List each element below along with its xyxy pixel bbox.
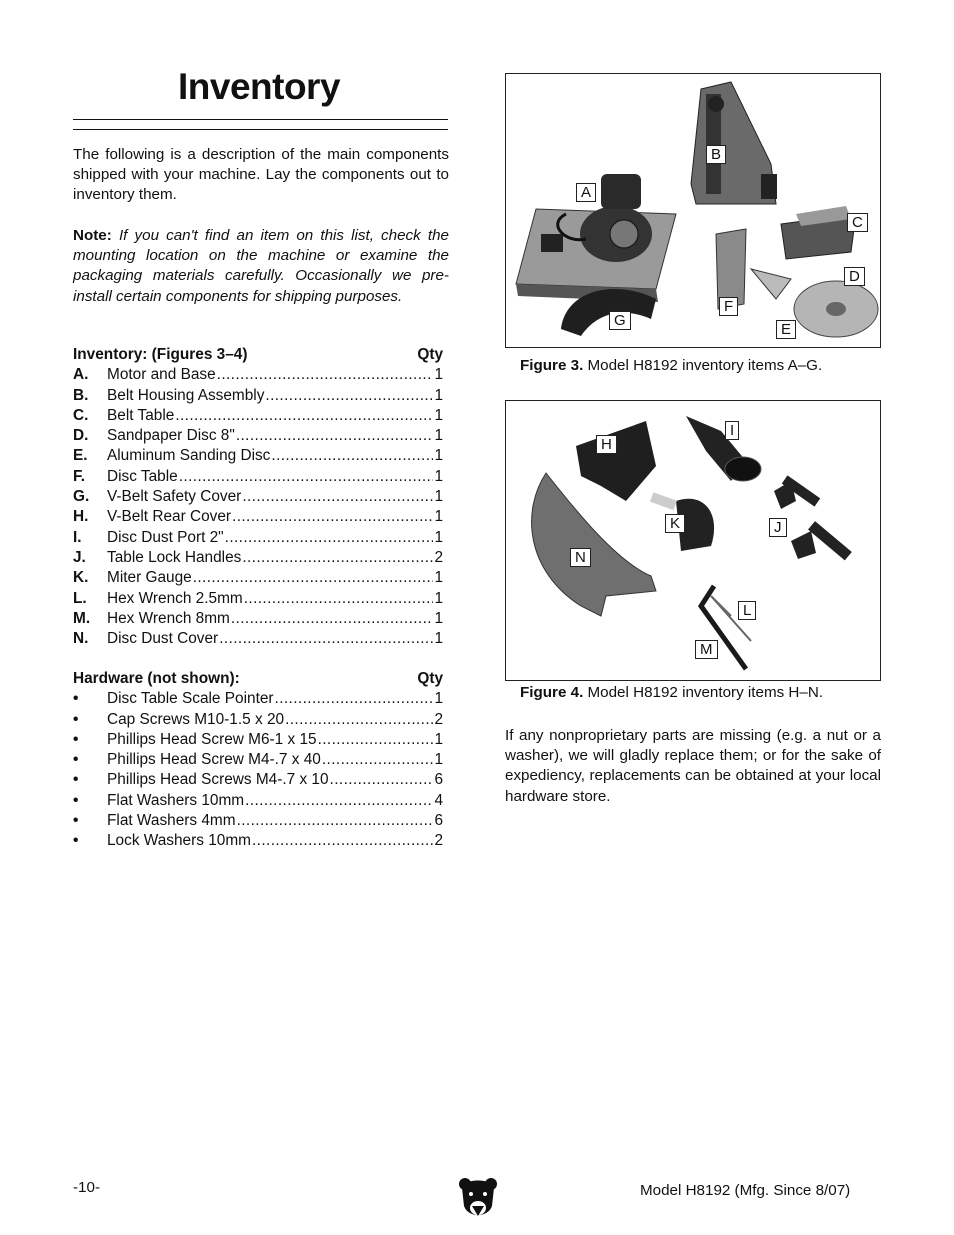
- hardware-item-key: •: [73, 791, 79, 809]
- inventory-item-qty: 1: [434, 508, 443, 526]
- inventory-item-qty: 1: [434, 609, 443, 627]
- inventory-item-leader: [217, 366, 434, 384]
- figure-3-label-b: B: [706, 145, 726, 164]
- inventory-item-row: [73, 488, 443, 508]
- inventory-item-row: [73, 569, 443, 589]
- inventory-item-qty: 1: [434, 366, 443, 384]
- inventory-item-label: V-Belt Safety Cover: [107, 488, 242, 506]
- hardware-heading: Hardware (not shown):: [73, 670, 240, 687]
- inventory-item-leader: [225, 529, 434, 547]
- figure-3-label-g: G: [609, 311, 631, 330]
- inventory-heading: Inventory: (Figures 3–4): [73, 346, 248, 363]
- hardware-item-leader: [330, 771, 434, 789]
- inventory-header: [73, 346, 443, 366]
- hardware-item-label: Phillips Head Screws M4-.7 x 10: [107, 771, 329, 789]
- figure-4-label-h: H: [596, 435, 617, 454]
- inventory-item-key: L.: [73, 589, 87, 607]
- inventory-item-leader: [236, 427, 434, 445]
- inventory-item-key: F.: [73, 467, 85, 485]
- hardware-item-leader: [237, 812, 434, 830]
- inventory-item-label: Hex Wrench 2.5mm: [107, 589, 243, 607]
- hardware-item-label: Phillips Head Screw M6-1 x 15: [107, 730, 317, 748]
- inventory-item-row: [73, 387, 443, 407]
- inventory-item-qty: 1: [434, 630, 443, 648]
- page-number: -10-: [73, 1179, 101, 1196]
- inventory-item-leader: [175, 407, 433, 425]
- hardware-item-row: [73, 690, 443, 710]
- inventory-item-row: [73, 549, 443, 569]
- inventory-item-qty: 1: [434, 569, 443, 587]
- inventory-item-leader: [242, 488, 433, 506]
- inventory-item-label: Aluminum Sanding Disc: [107, 447, 271, 465]
- inventory-item-key: E.: [73, 447, 88, 465]
- hardware-item-row: [73, 731, 443, 751]
- inventory-item-leader: [242, 549, 433, 567]
- inventory-item-label: Motor and Base: [107, 366, 216, 384]
- inventory-item-label: Disc Dust Cover: [107, 630, 219, 648]
- inventory-item-row: [73, 610, 443, 630]
- inventory-item-label: Table Lock Handles: [107, 548, 242, 566]
- hardware-item-label: Flat Washers 10mm: [107, 791, 245, 809]
- note-label: Note:: [73, 227, 112, 244]
- inventory-item-qty: 1: [434, 488, 443, 506]
- hardware-item-leader: [318, 731, 434, 749]
- figure-4-caption-text: Model H8192 inventory items H–N.: [583, 684, 824, 701]
- inventory-item-qty: 1: [434, 427, 443, 445]
- figure-3-caption-label: Figure 3.: [520, 357, 584, 374]
- hardware-item-qty: 6: [434, 812, 443, 830]
- inventory-item-leader: [179, 468, 434, 486]
- inventory-item-row: [73, 590, 443, 610]
- page-title: Inventory: [178, 66, 341, 107]
- inventory-item-label: Belt Table: [107, 406, 175, 424]
- inventory-item-key: C.: [73, 406, 89, 424]
- inventory-item-qty: 1: [434, 386, 443, 404]
- hardware-item-row: [73, 751, 443, 771]
- inventory-item-leader: [232, 508, 433, 526]
- inventory-list: [73, 346, 443, 650]
- figure-3-label-f: F: [719, 297, 738, 316]
- hardware-item-leader: [275, 690, 434, 708]
- hardware-item-key: •: [73, 812, 79, 830]
- figure-3-label-a: A: [576, 183, 596, 202]
- inventory-item-key: H.: [73, 508, 89, 526]
- hardware-item-key: •: [73, 832, 79, 850]
- figure-4-photo: [505, 400, 881, 681]
- figure-3-label-d: D: [844, 267, 865, 286]
- hardware-item-label: Lock Washers 10mm: [107, 832, 251, 850]
- inventory-item-row: [73, 407, 443, 427]
- hardware-item-leader: [322, 751, 434, 769]
- figure-3-caption-text: Model H8192 inventory items A–G.: [583, 357, 823, 374]
- hardware-item-qty: 2: [434, 710, 443, 728]
- inventory-item-qty: 2: [434, 548, 443, 566]
- hardware-item-leader: [285, 711, 433, 729]
- inventory-item-row: [73, 630, 443, 650]
- inventory-item-leader: [193, 569, 434, 587]
- hardware-item-label: Flat Washers 4mm: [107, 812, 236, 830]
- replacement-paragraph: If any nonproprietary parts are missing (e.g. a nut or a washer), we will gladly replace them; or for the sake of expediency, replacements can be obtained at your local hardware store.: [505, 727, 881, 805]
- inventory-item-leader: [265, 387, 433, 405]
- note-paragraph: [73, 226, 449, 307]
- inventory-item-qty: 1: [434, 528, 443, 546]
- figure-4-illustration: [506, 401, 880, 680]
- bear-head-logo-icon: [458, 1176, 498, 1222]
- inventory-item-label: Sandpaper Disc 8": [107, 427, 235, 445]
- inventory-item-key: A.: [73, 366, 89, 384]
- hardware-item-row: [73, 711, 443, 731]
- inventory-item-key: B.: [73, 386, 89, 404]
- inventory-item-qty: 1: [434, 467, 443, 485]
- hardware-item-row: [73, 792, 443, 812]
- inventory-item-leader: [271, 447, 433, 465]
- inventory-item-qty: 1: [434, 447, 443, 465]
- title-rule-bottom: [73, 129, 448, 130]
- inventory-item-row: [73, 427, 443, 447]
- title-rule-top: [73, 119, 448, 120]
- hardware-item-key: •: [73, 690, 79, 708]
- inventory-item-label: Belt Housing Assembly: [107, 386, 265, 404]
- inventory-item-row: [73, 529, 443, 549]
- inventory-item-label: Disc Table: [107, 467, 178, 485]
- inventory-item-label: Hex Wrench 8mm: [107, 609, 230, 627]
- figure-4-label-n: N: [570, 548, 591, 567]
- inventory-item-key: I.: [73, 528, 82, 546]
- hardware-item-key: •: [73, 710, 79, 728]
- figure-4-label-j: J: [769, 518, 787, 537]
- inventory-item-leader: [231, 610, 434, 628]
- inventory-item-key: G.: [73, 488, 90, 506]
- figure-4-label-i: I: [725, 421, 739, 440]
- hardware-item-qty: 1: [434, 751, 443, 769]
- intro-paragraph: The following is a description of the main components shipped with your machine. Lay the components out to inventory them.: [73, 146, 449, 204]
- hardware-item-label: Phillips Head Screw M4-.7 x 40: [107, 751, 321, 769]
- figure-4-label-m: M: [695, 640, 718, 659]
- figure-3-label-e: E: [776, 320, 796, 339]
- inventory-item-label: V-Belt Rear Cover: [107, 508, 232, 526]
- hardware-item-key: •: [73, 730, 79, 748]
- inventory-item-key: M.: [73, 609, 91, 627]
- note-text: If you can't find an item on this list, check the mounting location on the machine or examine the packaging materials carefully. Occasionally we pre-install certain components for shipping purposes.: [73, 227, 449, 305]
- figure-4-caption: [520, 684, 823, 701]
- inventory-item-row: [73, 508, 443, 528]
- inventory-item-leader: [219, 630, 433, 648]
- hardware-item-key: •: [73, 751, 79, 769]
- inventory-qty-heading: Qty: [417, 346, 443, 363]
- figure-3-label-c: C: [847, 213, 868, 232]
- hardware-item-qty: 1: [434, 730, 443, 748]
- hardware-item-key: •: [73, 771, 79, 789]
- figure-4-label-l: L: [738, 601, 756, 620]
- inventory-item-row: [73, 468, 443, 488]
- hardware-item-leader: [252, 832, 433, 850]
- figure-3-caption: [520, 357, 822, 374]
- hardware-item-qty: 2: [434, 832, 443, 850]
- inventory-item-leader: [244, 590, 434, 608]
- hardware-list: [73, 670, 443, 853]
- hardware-item-qty: 6: [434, 771, 443, 789]
- inventory-item-key: N.: [73, 630, 89, 648]
- inventory-item-row: [73, 447, 443, 467]
- hardware-item-label: Cap Screws M10-1.5 x 20: [107, 710, 285, 728]
- hardware-item-qty: 1: [434, 690, 443, 708]
- inventory-item-qty: 1: [434, 406, 443, 424]
- figure-3-photo: [505, 73, 881, 348]
- hardware-qty-heading: Qty: [417, 670, 443, 687]
- footer-model: Model H8192 (Mfg. Since 8/07): [640, 1182, 851, 1199]
- hardware-item-label: Disc Table Scale Pointer: [107, 690, 274, 708]
- hardware-item-qty: 4: [434, 791, 443, 809]
- inventory-item-qty: 1: [434, 589, 443, 607]
- inventory-item-key: J.: [73, 548, 86, 566]
- hardware-header: [73, 670, 443, 690]
- figure-3-illustration: [506, 74, 880, 347]
- figure-4-label-k: K: [665, 514, 685, 533]
- hardware-item-leader: [245, 792, 433, 810]
- figure-4-caption-label: Figure 4.: [520, 684, 584, 701]
- inventory-item-label: Miter Gauge: [107, 569, 192, 587]
- hardware-item-row: [73, 771, 443, 791]
- inventory-item-key: D.: [73, 427, 89, 445]
- inventory-item-label: Disc Dust Port 2": [107, 528, 224, 546]
- inventory-item-key: K.: [73, 569, 89, 587]
- hardware-item-row: [73, 812, 443, 832]
- hardware-item-row: [73, 832, 443, 852]
- inventory-item-row: [73, 366, 443, 386]
